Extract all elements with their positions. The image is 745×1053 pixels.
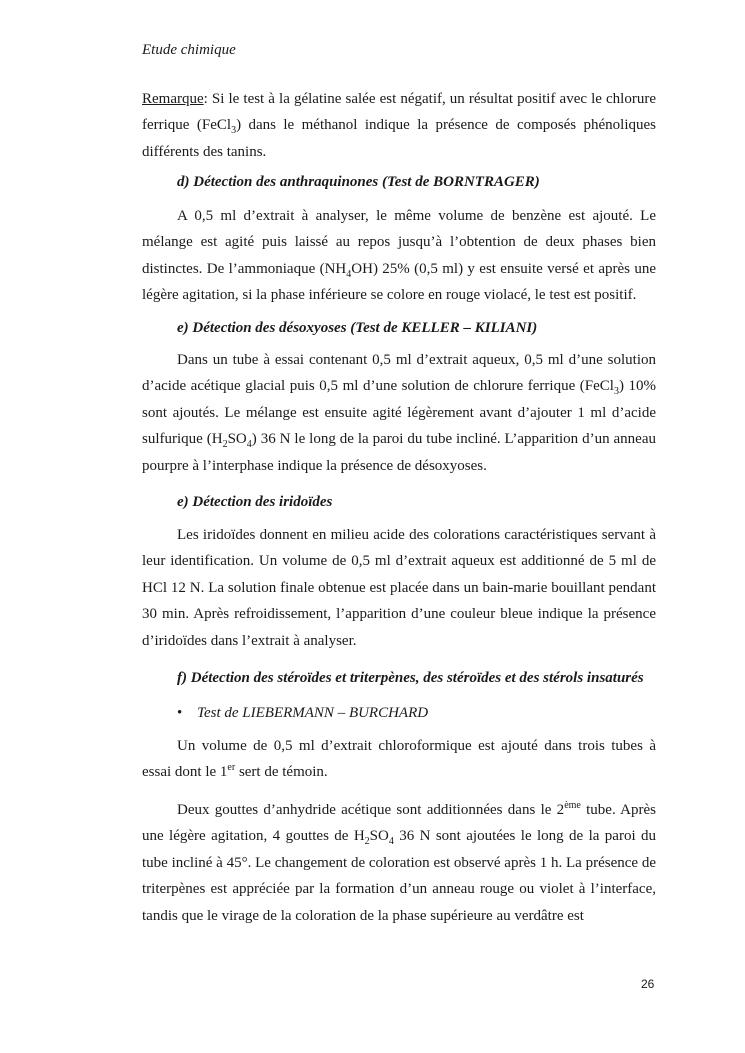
paragraph-liebermann-1: Un volume de 0,5 ml d’extrait chloroformique est ajouté dans trois tubes à essai dont le 1er sert de témoin. [142,738,656,781]
heading-iridoides: e) Détection des iridoïdes [177,494,333,510]
heading-desoxyoses: e) Détection des désoxyoses (Test de KELLER – KILIANI) [177,320,538,336]
paragraph-anthraquinones: A 0,5 ml d’extrait à analyser, le même volume de benzène est ajouté. Le mélange est agité puis laissé au repos jusqu’à l’obtention de deux phases bien distinctes. De l’ammoniaque $(NH_4OH)$ 25% (0,5 ml) y est ensuite versé et après une légère agitation, si la phase inférieure se colore en rouge violacé, le test est positif. [142,208,656,304]
heading-anthraquinones: d) Détection des anthraquinones (Test de BORNTRAGER) [177,174,540,190]
remark-paragraph: Remarque: Si le test à la gélatine salée est négatif, un résultat positif avec le chlorure ferrique (FeCl$_3$) dans le méthanol indique la présence de composés phénoliques différents des tanins. [142,91,657,160]
bullet-icon: • [177,705,183,721]
page-number: 26 [641,977,655,991]
remark-label: Remarque [142,91,204,107]
paragraph-desoxyoses: Dans un tube à essai contenant 0,5 ml d’extrait aqueux, 0,5 ml d’une solution d’acide acétique glacial puis 0,5 ml d’une solution de chlorure ferrique (FeCl$_3$) 10% sont ajoutés. Le mélange est ensuite agité légèrement avant d’ajouter 1 ml d’acide sulfurique $(H_2SO_4)$ 36 N le long de la paroi du tube incliné. L’apparition d’un anneau pourpre à l’interphase indique la présence de désoxyoses. [142,352,656,474]
paragraph-liebermann-2: Deux gouttes d’anhydride acétique sont additionnées dans le 2ème tube. Après une légère agitation, 4 gouttes de $H_2SO_4$ 36 N sont ajoutées le long de la paroi du tube incliné à 45°. Le changement de coloration est observé après 1 h. La présence de triterpènes est appréciée par la formation d’un anneau rouge ou violet à l’interface, tandis que le virage de la coloration de la phase supérieure au verdâtre est [142,800,656,924]
running-header: Etude chimique [142,42,236,58]
paragraph-iridoides: Les iridoïdes donnent en milieu acide des colorations caractéristiques servant à leur identification. Un volume de 0,5 ml d’extrait aqueux est additionné de 5 ml de HCl 12 N. La solution finale obtenue est placée dans un bain-marie bouillant pendant 30 min. Après refroidissement, l’apparition d’une couleur bleue indique la présence d’iridoïdes dans l’extrait à analyser. [142,527,656,649]
heading-steroides: f) Détection des stéroïdes et triterpènes, des stéroïdes et des stérols insaturés [177,670,644,686]
bullet-liebermann: • Test de LIEBERMANN – BURCHARD [177,705,429,721]
